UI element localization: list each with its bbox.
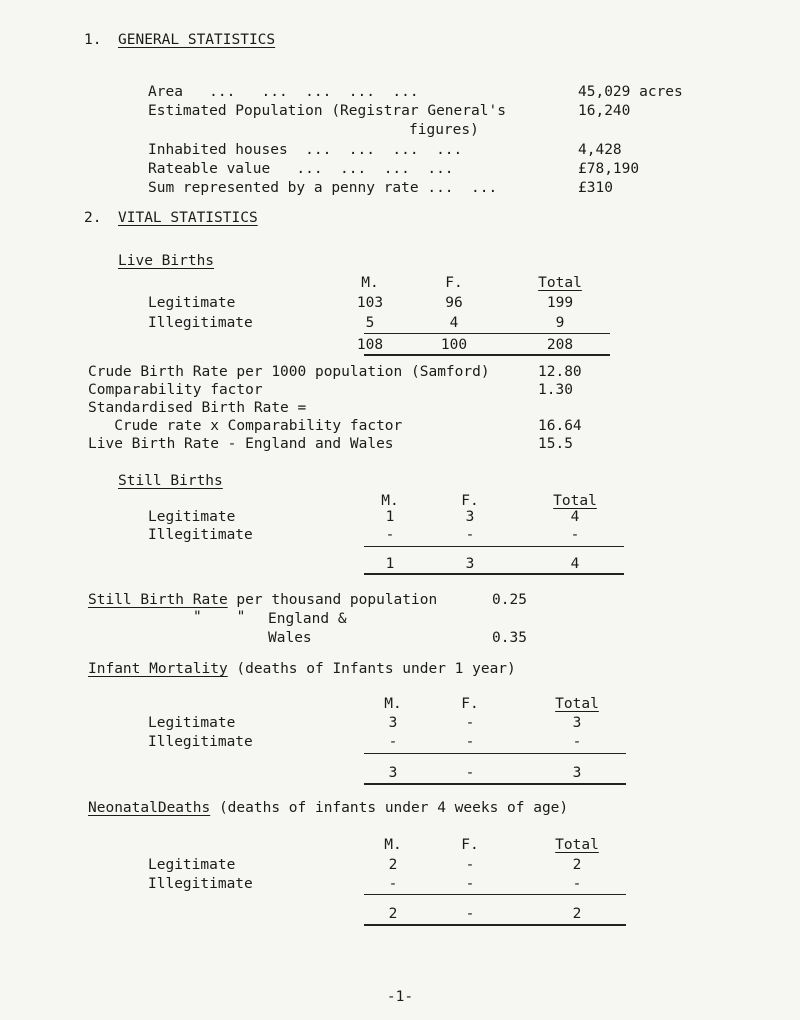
infant-mortality-total-m: 3 bbox=[388, 765, 398, 781]
infant-mortality-header-f: F. bbox=[461, 696, 479, 712]
neonatal-total-rule bbox=[364, 924, 626, 926]
live-births-total-rule bbox=[364, 354, 610, 356]
still-birth-rate-line bbox=[88, 593, 437, 608]
page-number: -1- bbox=[386, 989, 414, 1005]
row-label-rateable: Rateable value ... ... ... ... bbox=[148, 161, 454, 177]
neonatal-legit-total: 2 bbox=[572, 857, 582, 873]
infant-mortality-legit-f: - bbox=[465, 715, 475, 731]
still-births-total-f: 3 bbox=[465, 556, 475, 572]
row-label-houses: Inhabited houses ... ... ... ... bbox=[148, 142, 463, 158]
section-number-2: 2. bbox=[84, 210, 102, 226]
live-births-label-legit: Legitimate bbox=[148, 295, 236, 311]
live-births-header-total: Total bbox=[538, 275, 582, 291]
still-births-total-total: 4 bbox=[570, 556, 580, 572]
neonatal-label-illegit: Illegitimate bbox=[148, 876, 253, 892]
still-births-legit-m: 1 bbox=[385, 509, 395, 525]
section-heading-general: GENERAL STATISTICS bbox=[118, 32, 276, 48]
still-birth-rate-wales-label: Wales bbox=[268, 630, 312, 646]
infant-mortality-rest: (deaths of Infants under 1 year) bbox=[227, 661, 516, 677]
row-value-population: 16,240 bbox=[578, 103, 631, 119]
still-birth-rate-value: 0.25 bbox=[492, 592, 527, 608]
live-births-header-m: M. bbox=[361, 275, 379, 291]
neonatal-legit-m: 2 bbox=[388, 857, 398, 873]
row-value-penny-rate: £310 bbox=[578, 180, 613, 196]
neonatal-title: NeonatalDeaths bbox=[88, 800, 211, 816]
birth-rate-value-standardised: 16.64 bbox=[538, 418, 582, 434]
neonatal-total-f: - bbox=[465, 906, 475, 922]
neonatal-illegit-f: - bbox=[465, 876, 475, 892]
still-birth-rate-england-value: 0.35 bbox=[492, 630, 527, 646]
neonatal-total-total: 2 bbox=[572, 906, 582, 922]
infant-mortality-illegit-total: - bbox=[572, 734, 582, 750]
neonatal-illegit-m: - bbox=[388, 876, 398, 892]
still-births-header-m: M. bbox=[381, 493, 399, 509]
still-births-header-f: F. bbox=[461, 493, 479, 509]
still-births-label-illegit: Illegitimate bbox=[148, 527, 253, 543]
still-birth-rate-rest: per thousand population bbox=[227, 592, 438, 608]
infant-mortality-total-total: 3 bbox=[572, 765, 582, 781]
infant-mortality-total-rule bbox=[364, 783, 626, 785]
live-births-label-illegit: Illegitimate bbox=[148, 315, 253, 331]
still-births-legit-total: 4 bbox=[570, 509, 580, 525]
infant-mortality-title: Infant Mortality bbox=[88, 661, 228, 677]
infant-mortality-total-f: - bbox=[465, 765, 475, 781]
birth-rate-value-england: 15.5 bbox=[538, 436, 573, 452]
row-label-penny-rate: Sum represented by a penny rate ... ... bbox=[148, 180, 498, 196]
birth-rate-value-crude: 12.80 bbox=[538, 364, 582, 380]
birth-rate-label-formula: Crude rate x Comparability factor bbox=[88, 418, 403, 434]
still-birth-rate-ditto: " " bbox=[193, 609, 246, 625]
infant-mortality-legit-total: 3 bbox=[572, 715, 582, 731]
still-births-illegit-total: - bbox=[570, 527, 580, 543]
section-number-1: 1. bbox=[84, 32, 102, 48]
still-births-header-total: Total bbox=[553, 493, 597, 509]
live-births-header-f: F. bbox=[445, 275, 463, 291]
infant-mortality-illegit-f: - bbox=[465, 734, 475, 750]
still-births-illegit-m: - bbox=[385, 527, 395, 543]
live-births-legit-f: 96 bbox=[445, 295, 463, 311]
neonatal-total-m: 2 bbox=[388, 906, 398, 922]
neonatal-sum-rule bbox=[364, 894, 626, 895]
birth-rate-value-comparability: 1.30 bbox=[538, 382, 573, 398]
still-births-label-legit: Legitimate bbox=[148, 509, 236, 525]
live-births-illegit-total: 9 bbox=[555, 315, 565, 331]
birth-rate-label-comparability: Comparability factor bbox=[88, 382, 263, 398]
still-births-total-rule bbox=[364, 573, 624, 575]
infant-mortality-legit-m: 3 bbox=[388, 715, 398, 731]
neonatal-label-legit: Legitimate bbox=[148, 857, 236, 873]
birth-rate-label-crude: Crude Birth Rate per 1000 population (Samford) bbox=[88, 364, 490, 380]
infant-mortality-label-illegit: Illegitimate bbox=[148, 734, 253, 750]
section-heading-vital: VITAL STATISTICS bbox=[118, 210, 258, 226]
infant-mortality-header-m: M. bbox=[384, 696, 402, 712]
still-birth-rate-england-label: England & bbox=[268, 611, 347, 627]
live-births-title: Live Births bbox=[118, 253, 215, 269]
live-births-total-total: 208 bbox=[546, 337, 574, 353]
neonatal-line bbox=[88, 801, 568, 816]
birth-rate-label-standardised: Standardised Birth Rate = bbox=[88, 400, 307, 416]
still-births-sum-rule bbox=[364, 546, 624, 547]
neonatal-rest: (deaths of infants under 4 weeks of age) bbox=[210, 800, 569, 816]
live-births-legit-m: 103 bbox=[356, 295, 384, 311]
live-births-total-f: 100 bbox=[440, 337, 468, 353]
neonatal-illegit-total: - bbox=[572, 876, 582, 892]
neonatal-header-total: Total bbox=[555, 837, 599, 853]
still-birth-rate-title: Still Birth Rate bbox=[88, 592, 228, 608]
row-value-houses: 4,428 bbox=[578, 142, 622, 158]
still-births-title: Still Births bbox=[118, 473, 223, 489]
row-value-area: 45,029 acres bbox=[578, 84, 683, 100]
still-births-illegit-f: - bbox=[465, 527, 475, 543]
live-births-illegit-m: 5 bbox=[365, 315, 375, 331]
live-births-illegit-f: 4 bbox=[449, 315, 459, 331]
neonatal-legit-f: - bbox=[465, 857, 475, 873]
infant-mortality-sum-rule bbox=[364, 753, 626, 754]
row-label-population: Estimated Population (Registrar General's bbox=[148, 103, 506, 119]
still-births-legit-f: 3 bbox=[465, 509, 475, 525]
infant-mortality-label-legit: Legitimate bbox=[148, 715, 236, 731]
neonatal-header-m: M. bbox=[384, 837, 402, 853]
infant-mortality-illegit-m: - bbox=[388, 734, 398, 750]
infant-mortality-line bbox=[88, 662, 516, 677]
live-births-total-m: 108 bbox=[356, 337, 384, 353]
row-label-population-cont: figures) bbox=[409, 122, 479, 138]
live-births-sum-rule bbox=[364, 333, 610, 334]
still-births-total-m: 1 bbox=[385, 556, 395, 572]
row-label-area: Area ... ... ... ... ... bbox=[148, 84, 419, 100]
birth-rate-label-england: Live Birth Rate - England and Wales bbox=[88, 436, 394, 452]
live-births-legit-total: 199 bbox=[546, 295, 574, 311]
infant-mortality-header-total: Total bbox=[555, 696, 599, 712]
row-value-rateable: £78,190 bbox=[578, 161, 640, 177]
neonatal-header-f: F. bbox=[461, 837, 479, 853]
